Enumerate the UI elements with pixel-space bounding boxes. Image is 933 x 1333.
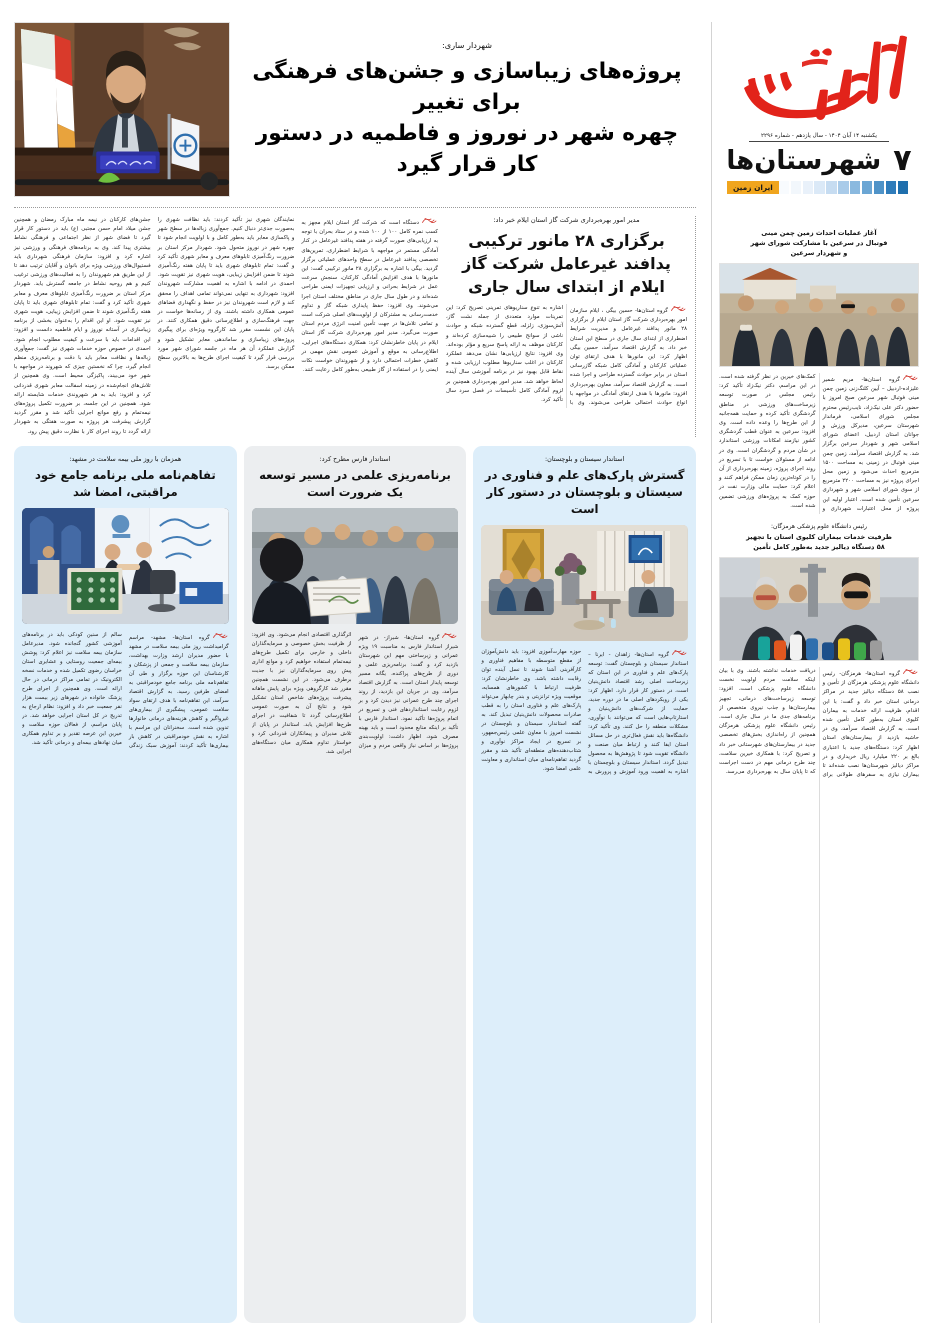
bottom-cards	[14, 446, 696, 1323]
rail-article-2-columns	[719, 667, 919, 1323]
seal-stamp-icon	[421, 216, 438, 225]
lead-kicker: شهردار ساری:	[441, 40, 493, 50]
divider-under-lead	[14, 207, 696, 208]
rail-headline-2	[719, 522, 919, 552]
rail-article-1-text: گروه استان‌ها- مریم شمیر علیزاده-اردبیل – آیین کلنگ‌زنی زمین چمن مینی فوتبال شهر سرعین صبح امروز با حضور دکتر علی نیک‌زاد، نایب‌رئیس محترم مجلس شورای اسلامی، فرماندار شهرستان سرعین، مدیرکل ورزش و جوانان استان اردبیل، اعضای شورای اسلامی شهر و شهردار سرعین برگزار شد. به گزارش اقتصاد سرآمد، زمین چمن مینی فوتبال در زمینی به مساحت ۱۵۰۰ مترمربع احداث می‌شود و زمین محل اجرای پروژه نیز به مساحت ۲۲۰۰ مترمربع از سوی شورای اسلامی شهر و شهرداری سرعین تأمین شده است. اعتبار اولیه این پروژه از محل اعتبارات شهرداری و کمک‌های خیرین در نظر گرفته شده است. در این مراسم، دکتر نیک‌زاد تأکید کرد: رئیس مجلس در صورت توسعه زیرساخت‌های ورزشی در مناطق گردشگری تأکید کرده و حمایت همه‌جانبه از این طرح‌ها را وعده داده است. وی افزود: سرعین به عنوان قطب گردشگری کشور نیازمند امکانات ورزشی استاندارد در شأن مردم و گردشگران است. وی در ادامه از مسئولان خواست تا با تسریع در روند اجرای پروژه، زمینه بهره‌برداری از آن را در کوتاه‌ترین زمان ممکن فراهم کنند و اعلام کرد: حمایت مالی وزارت نفت در حوزه کمک به پروژه‌های ورزشی تضمین شده است.	[719, 374, 919, 512]
seal-stamp-icon	[670, 304, 687, 313]
card-headline	[252, 467, 459, 501]
gradient-bar-strip	[779, 181, 911, 194]
section-tag-label: ایران زمین	[727, 181, 779, 194]
rail-headline-1-line-2: فوتبال در سرعین با مشارکت شورای شهر	[750, 239, 888, 247]
lead-body-3: جشن‌های کارکنان در نیمه ماه مبارک رمضان و همچنین جشن میلاد امام حسن مجتبی (ع) باید در دستور کار قرار گیرد تا فضای شهر از نظر اجتماعی و فرهنگی نشاط بیشتری پیدا کند. وی به برنامه‌های فرهنگی و ورزشی نیز اشاره کرد و افزود: سازمان فرهنگی شهرداری باید فستیوال‌های ورزشی ویژه برای بانوان و آقایان ترتیب دهد تا از این طریق هم شهروندان را به فعالیت‌های ورزشی ترغیب کنیم و هم روحیه نشاط در جامعه گسترش یابد. شهردار مرکز استان بر ضرورت رنگ‌آمیزی تابلوهای معرف و معابر شهری تأکید کرد و گفت: تمام تابلوهای شهری باید تا پایان هفته رنگ‌آمیزی شوند تا ضمن افزایش زیبایی، هویت شهری نیز تقویت شود. او این اقدام را به‌عنوان بخشی از برنامه زیباسازی در آستانه نوروز و ایام فاطمیه دانست و افزود: این اقدامات باید با سرعت و کیفیت مطلوب انجام شود. احمدی در خصوص حوزه خدمات شهری نیز گفت: جمع‌آوری زباله‌ها و نظافت معابر باید با دقت و برنامه‌ریزی منظم انجام گیرد، چرا که نخستین چیزی که شهروند در مواجهه با شهر خود می‌بیند، پاکیزگی محیط است. وی همچنین از تلاش‌های انجام‌شده در زمینه اسفالت معابر شهری قدردانی کرد و افزود: باید به هر شهروندی خدمات شایسته ارائه شود. همچنین در این جلسه، بر ضرورت تکمیل پروژه‌های نیمه‌تمام و رفع موانع اجرایی تأکید شد و مقرر گردید گزارش پیشرفت هر پروژه به صورت هفتگی به شهردار ارائه گردد تا روند اجرای کار با نظارت دقیق پیش رود.	[13, 217, 151, 435]
card-body-text: گروه استان‌ها- مشهد- مراسم گرامیداشت روز ملی بیمه سلامت در مشهد با حضور مدیران ارشد وزارت بهداشت، سازمان بیمه سلامت و جمعی از پزشکان و کارشناسان این حوزه برگزار و طی آن تفاهم‌نامه ملی برنامه جامع خودمراقبتی به امضای طرفین رسید. به گزارش اقتصاد سرآمد، این تفاهم‌نامه با هدف ارتقای سواد سلامت عمومی، پیشگیری از بیماری‌های غیرواگیر و کاهش هزینه‌های درمانی خانوارها تدوین شده است. سخنرانان این مراسم با اشاره به نقش خودمراقبتی در کاهش بار بیماری‌ها تأکید کردند: آموزش سبک زندگی سالم از سنین کودکی باید در برنامه‌های آموزشی کشور گنجانده شود. مدیرعامل سازمان بیمه سلامت نیز اعلام کرد: پوشش بیمه‌ای جمعیت روستایی و عشایری استان خراسان رضوی تکمیل شده و خدمات نسخه الکترونیک در تمامی مراکز درمانی در حال ارائه است. وی همچنین از اجرای طرح پزشک خانواده در شهرهای زیر بیست هزار نفر جمعیت خبر داد و افزود: نظام ارجاع به تدریج در کل استان اجرایی خواهد شد. در پایان مراسم، از فعالان حوزه سلامت و خیرین این عرصه تقدیر و بر تداوم همکاری میان نهادهای بیمه‌ای و درمانی تأکید شد.	[22, 631, 229, 749]
card-body	[481, 648, 688, 1315]
lead-col-2	[158, 216, 295, 437]
dateline: یکشنبه ۱۴ آبان ۱۴۰۴ - سال یازدهم - شماره ۲۲۹۶	[749, 133, 889, 142]
lead-body-1: دستگاه است که شرکت گاز استان ایلام مجهز به کسب نمره کامل ۱۰۰ از ۱۰۰ شده و در ستاد بحران با توجه به ارزیابی‌های صورت گرفته در هفته پدافند غیرعامل در کنار آمادگی مستمر در مواجهه با شرایط اضطراری، تمرین‌های تخصصی پدافند غیرعامل در سطح واحدهای عملیاتی برگزار گردید. بیگی با اشاره به برگزاری ۲۸ مانور ترکیبی گفت: این مانورها با هدف افزایش آمادگی کارکنان، سنجش سرعت عمل در شرایط بحرانی و ارزیابی تجهیزات ایمنی طراحی شده‌اند و در طول سال جاری در مناطق مختلف استان اجرا می‌شوند. وی افزود: حفظ پایداری شبکه گاز و تداوم خدمت‌رسانی به مشترکان از اولویت‌های اصلی شرکت است و تمامی تلاش‌ها در جهت تأمین امنیت انرژی مردم استان صورت می‌گیرد. مدیر امور بهره‌برداری شرکت گاز استان ایلام در پایان خاطرنشان کرد: همکاری دستگاه‌های اجرایی، اطلاع‌رسانی به موقع و آموزش عمومی نقش مهمی در کاهش خطرات احتمالی دارد و از شهروندان خواست نکات ایمنی را در استفاده از گاز طبیعی به‌طور کامل رعایت کنند.	[301, 220, 439, 374]
card-headline-line-2: سیستان و بلوچستان در دستور کار است	[486, 484, 683, 516]
lead-headline-block	[238, 22, 696, 197]
gas-headline-line-2: پدافند غیرعامل شرکت گاز	[462, 254, 671, 273]
rail-kicker-2: رئیس دانشگاه علوم پزشکی هرمزگان:	[770, 523, 868, 531]
gas-headline-line-1: برگزاری ۲۸ مانور ترکیبی	[468, 231, 665, 250]
gas-article	[446, 216, 696, 437]
rail-article-2-text: گروه استان‌ها- هرمزگان- رئیس دانشگاه علوم پزشکی هرمزگان از تأمین و نصب ۵۸ دستگاه دیالیز جدید در مراکز درمانی استان خبر داد و گفت: با این اقدام، ظرفیت ارائه خدمات به بیماران کلیوی استان به‌طور کامل تأمین شده است. به گزارش اقتصاد سرآمد، وی در حاشیه بازدید از بیمارستان‌های استان اظهار کرد: دستگاه‌های جدید با اعتباری بالغ بر ۲۲۰ میلیارد ریال خریداری و در مراکز دیالیز شهرستان‌ها نصب شده‌اند تا بیماران نیازی به سفرهای طولانی برای دریافت خدمات نداشته باشند. وی با بیان اینکه سلامت مردم اولویت نخست دانشگاه علوم پزشکی است، افزود: توسعه زیرساخت‌های درمانی، تجهیز بیمارستان‌ها و جذب نیروی متخصص از برنامه‌های جدی ما در سال جاری است. رئیس دانشگاه علوم پزشکی هرمزگان همچنین از راه‌اندازی بخش‌های تخصصی جدید در بیمارستان‌های شهرستانی خبر داد و تصریح کرد: با همکاری خیرین سلامت، چند طرح درمانی مهم در دست اجراست که تا پایان سال به بهره‌برداری می‌رسد.	[719, 668, 919, 779]
gas-kicker: مدیر امور بهره‌برداری شرکت گاز استان ایلام خبر داد:	[493, 216, 640, 224]
mid-block	[14, 216, 696, 437]
gas-body	[446, 304, 687, 408]
seal-stamp-icon	[671, 648, 688, 657]
column-divider	[711, 22, 712, 1323]
rail-headline-1	[719, 228, 919, 258]
main-content	[14, 22, 704, 1323]
lead-headline-line-2: چهره شهر در نوروز و فاطمیه در دستور کار قرار گیرد	[255, 121, 679, 177]
card-headline	[481, 467, 688, 518]
lead-photo-official-at-desk	[14, 22, 230, 197]
card-kicker: استاندار فارس مطرح کرد:	[319, 454, 391, 463]
card-photo-ceremony-stage	[22, 508, 229, 624]
lead-col-3	[14, 216, 151, 437]
lead-article-top	[14, 22, 696, 197]
card-headline-line-2: یک ضرورت است	[307, 484, 403, 499]
card-headline-line-2: مراقبتی، امضا شد	[72, 484, 178, 499]
rail-photo-groundbreaking-officials	[719, 263, 919, 367]
rail-headline-2-line-2: ۵۸ دستگاه دیالیز جدید به‌طور کامل تأمین	[753, 543, 885, 552]
card-kicker: همزمان با روز ملی بیمه سلامت در مشهد:	[69, 454, 182, 463]
newspaper-logo	[724, 26, 914, 131]
card-fars[interactable]	[244, 446, 467, 1323]
card-headline-line-1: گسترش پارک‌های علم و فناوری در	[484, 467, 685, 482]
lead-headline	[238, 56, 696, 180]
lead-body-2: نمایندگان شهری نیز تأکید کردند: باید نظافت شهری را به‌صورت جدی‌تر دنبال کنیم. جمع‌آوری زباله‌ها در سطح شهر و پاکسازی معابر باید به‌طور کامل و با اولویت انجام شود تا چهره شهر در نوروز متحول شود. شهردار مرکز استان بر ضرورت رنگ‌آمیزی تابلوهای معرف و معابر شهری تأکید کرد و گفت: تمام تابلوهای شهری باید تا پایان هفته رنگ‌آمیزی شوند تا ضمن افزایش زیبایی، هویت شهری نیز تقویت شود. احمدی در ادامه با اشاره به اهمیت مشارکت شهروندان افزود: شهرداری به تنهایی نمی‌تواند تمامی اهداف را محقق کند و لازم است شهروندان نیز در حفظ و نگهداری فضاهای عمومی همکاری داشته باشند. وی از رسانه‌ها خواست در جهت فرهنگ‌سازی و اطلاع‌رسانی دقیق همکاری کنند. در پایان این نشست مقرر شد کارگروه ویژه‌ای برای پیگیری پروژه‌های زیباسازی و ساماندهی معابر تشکیل شود و گزارش عملکرد آن هر ماه در جلسه شورای شهر مورد بررسی قرار گیرد تا کیفیت اجرای طرح‌ها به بالاترین سطح ممکن برسد.	[157, 217, 295, 371]
lead-body-columns	[14, 216, 438, 437]
seal-stamp-icon	[902, 373, 919, 382]
seal-stamp-icon	[212, 631, 229, 640]
card-body-text: گروه استان‌ها- شیراز- در شهر شیراز استاندار فارس به مناسبت ۱۹ ویژه عمرانی و زیرساختی مهم این شهرستان بازدید کرد و گفت: برنامه‌ریزی علمی و دوری از طرح‌های پراکنده، یگانه مسیر توسعه پایدار استان است. به گزارش اقتصاد سرآمد، وی در جریان این بازدید، از روند اجرای چند طرح عمرانی نیز دیدن کرد و بر لزوم رعایت استانداردهای فنی و تسریع در اتمام پروژه‌ها تأکید نمود. استاندار فارس با تأکید بر اینکه منابع محدود است و باید بهینه مصرف شود، اظهار داشت: اولویت‌بندی پروژه‌ها بر اساس نیاز واقعی مردم و میزان اثرگذاری اقتصادی انجام می‌شود. وی افزود: از ظرفیت بخش خصوصی و سرمایه‌گذاران داخلی و خارجی برای تکمیل طرح‌های نیمه‌تمام استفاده خواهیم کرد و موانع اداری پیش روی سرمایه‌گذاران نیز با جدیت برطرف می‌شود. در این نشست همچنین مقرر شد کارگروهی ویژه برای پایش ماهانه پیشرفت پروژه‌های شاخص استان تشکیل شود و نتایج آن به صورت عمومی اطلاع‌رسانی گردد تا شفافیت در اجرای طرح‌ها افزایش یابد. استاندار در پایان از تلاش مدیران و پیمانکاران قدردانی کرد و خواستار تداوم همکاری میان دستگاه‌های اجرایی شد.	[251, 631, 459, 755]
rail-headline-1-line-3: و شهردار سرعین	[790, 249, 848, 257]
page-number: ۷	[893, 143, 912, 178]
lead-col-1	[301, 216, 438, 437]
gas-body-text: گروه استان‌ها- حسین بیگی ، ایلام سازمان امور بهره‌برداری شرکت گاز استان ایلام از برگزاری ۲۸ مانور پدافند غیرعامل و مدیریت شرایط اضطراری از ابتدای سال جاری در سطح این استان خبر داد. به گزارش اقتصاد سرآمد، حسین بیگی اظهار کرد: این مانورها با هدف ارتقای توان عملیاتی کارکنان و آمادگی کامل شبکه گازرسانی استان در برابر حوادث گسترده طراحی و اجرا شده است. به گزارش اقتصاد سرآمد، معاون بهره‌برداری افزود: مانورها با هدف ارتقای آمادگی در مواجهه با انواع حوادث احتمالی طراحی می‌شوند. وی با اشاره به تنوع سناریوهای تمرینی تصریح کرد: این تمرینات موارد متعددی از جمله نشت گاز، آتش‌سوزی، زلزله، قطع گسترده شبکه و حوادث ناشی از سوانح طبیعی را شبیه‌سازی کرده‌اند و کارکنان موظف به ارائه پاسخ سریع و مؤثر بوده‌اند. وی افزود: نتایج ارزیابی‌ها نشان می‌دهد عملکرد کارکنان در اغلب سناریوها مطلوب ارزیابی شده و نقاط قابل بهبود نیز در برنامه آموزشی سال آینده لحاظ خواهد شد. مدیر امور بهره‌برداری همچنین بر لزوم آمادگی کامل تأسیسات در فصل سرد سال تأکید کرد.	[446, 305, 687, 407]
card-body-text: گروه استان‌ها- زاهدان - ایرنا – استاندار سیستان و بلوچستان گفت: توسعه پارک‌های علم و فناوری در این استان که زیرساخت اصلی رشد اقتصاد دانش‌بنیان است، در دستور کار قرار دارد. اظهار کرد: یکی از رویکردهای اصلی ما در دوره جدید، حمایت از شرکت‌های دانش‌بنیان و استارتاپ‌هایی است که می‌توانند با نوآوری، مشکلات منطقه را حل کنند. وی تأکید کرد: دانشگاه‌ها باید نقش فعال‌تری در حل مسائل استان ایفا کنند و ارتباط میان صنعت و دانشگاه تقویت شود تا پژوهش‌ها به محصول تبدیل گردد. استاندار سیستان و بلوچستان با اشاره به اهمیت ورود آموزش و پرورش به حوزه مهارت‌آموزی افزود: باید دانش‌آموزان از مقطع متوسطه با مفاهیم فناوری و کارآفرینی آشنا شوند تا نسل آینده توان رقابت داشته باشد. وی خاطرنشان کرد: ظرفیت ارتباط با کشورهای همسایه، موقعیت ویژه ترانزیتی و بندر چابهار می‌تواند پارک‌های علم و فناوری استان را به قطب صادرات محصولات دانش‌بنیان تبدیل کند. به گفته استاندار، سیستان و بلوچستان در نشست امروز با معاون علمی رئیس‌جمهور، بر تسریع در ایجاد مراکز نوآوری و شتاب‌دهنده‌های منطقه‌ای تأکید شد و مقرر گردید تفاهم‌نامه‌ای میان استانداری و معاونت علمی امضا شود.	[481, 648, 688, 775]
seal-stamp-icon	[902, 667, 919, 676]
card-body	[252, 631, 459, 1315]
card-photo-site-visit-group	[252, 508, 459, 624]
section-name: شهرستان‌ها	[726, 146, 882, 176]
masthead	[719, 22, 919, 222]
gas-headline-line-3: ایلام از ابتدای سال جاری	[468, 277, 665, 296]
gas-headline	[446, 229, 687, 298]
rail-photo-press-interview	[719, 557, 919, 661]
section-row	[719, 143, 919, 178]
card-sistan-baluchestan[interactable]	[473, 446, 696, 1323]
card-headline	[22, 467, 229, 501]
lead-headline-line-1: پروژه‌های زیباسازی و جشن‌های فرهنگی برای تغییر	[252, 59, 682, 115]
rail-headline-2-line-1: ظرفیت خدمات بیماران کلیوی استان با تجهیز	[746, 533, 892, 542]
rail-article-1-columns	[719, 373, 919, 514]
card-headline-line-1: تفاهم‌نامه ملی برنامه جامع خود	[34, 467, 216, 482]
card-kicker: استاندار سیستان و بلوچستان:	[545, 454, 625, 463]
left-rail	[719, 22, 919, 1323]
seal-stamp-icon	[441, 631, 458, 640]
card-headline-line-1: برنامه‌ریزی علمی در مسیر توسعه	[259, 467, 451, 482]
rail-headline-1-line-1: آغاز عملیات احداث زمین چمن مینی	[761, 229, 877, 237]
card-body	[22, 631, 229, 1315]
section-tag-bar	[727, 181, 911, 194]
card-mashhad-health-insurance[interactable]	[14, 446, 237, 1323]
card-photo-meeting-room	[481, 525, 688, 641]
